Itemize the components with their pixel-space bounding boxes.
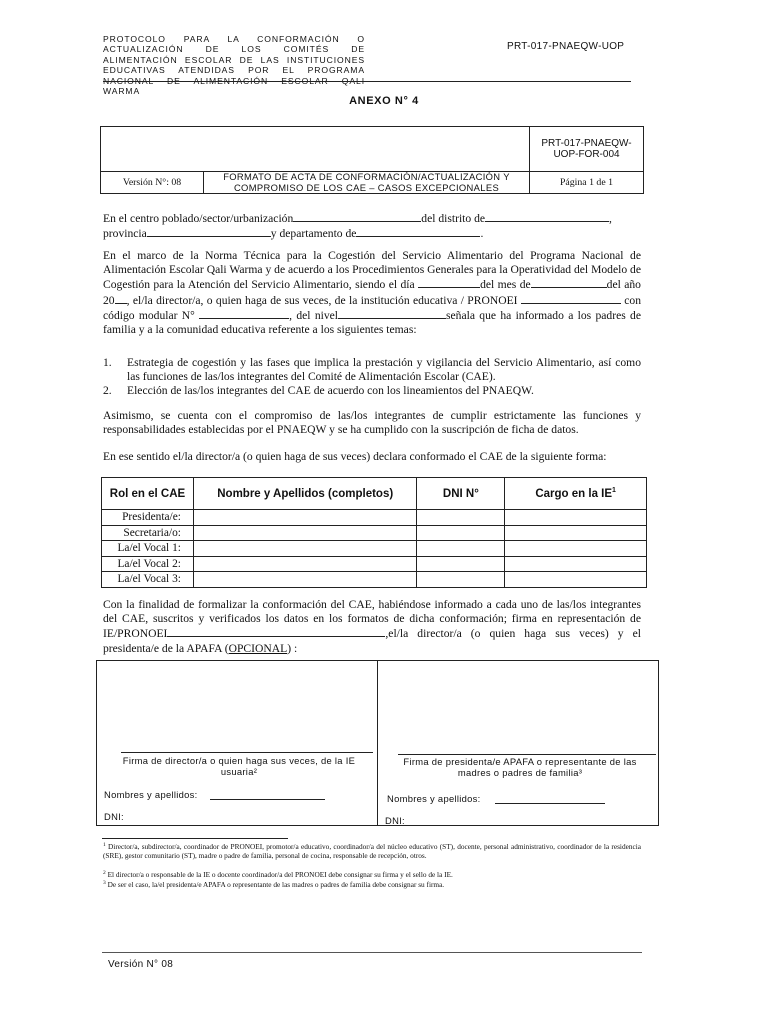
list-item: 1. Estrategia de cogestión y las fases que implica la prestación y vigilancia del Servicio Alimentario, así como las funciones de las/los integrantes del Comité de Alimentación Escolar (CAE). xyxy=(103,356,641,383)
department-field[interactable] xyxy=(356,226,480,237)
apafa-signature-box xyxy=(377,660,659,826)
district-label: del distrito de xyxy=(421,212,486,225)
commitment-paragraph: Asimismo, se cuenta con el compromiso de las/los integrantes de cumplir estrictamente las funciones y responsabilidades establecidas por el PNAEQW y se ha cumplido con la suscripción de ficha de datos. xyxy=(103,409,641,437)
list-item: 2. Elección de las/los integrantes del CAE de acuerdo con los lineamientos del PNAEQW. xyxy=(103,384,534,397)
names-label: Nombres y apellidos: xyxy=(387,793,481,804)
name-header: Nombre y Apellidos (completos) xyxy=(193,478,417,510)
position-cell[interactable] xyxy=(505,572,647,588)
director-signature-box xyxy=(96,660,378,826)
month-field[interactable] xyxy=(531,277,607,288)
position-cell[interactable] xyxy=(505,510,647,526)
formalization-paragraph: Con la finalidad de formalizar la conformación del CAE, habiéndose informado a cada uno de las/los integrantes del CAE, suscritos y verificados los datos en los formatos de dicha conformación; firma en representación de IE/PRONOEI ,el/la director/a (o quien haga sus veces) y el presidenta/e de la APAFA (OPCIONAL) : xyxy=(103,598,641,655)
name-cell[interactable] xyxy=(193,525,417,541)
role-cell: La/el Vocal 3: xyxy=(102,572,194,588)
level-field[interactable] xyxy=(338,308,446,319)
table-row xyxy=(102,510,647,526)
dni-cell[interactable] xyxy=(417,556,505,572)
footnote-1: $^1$ Director/a, subdirector/a, coordinador de PRONOEI, promotor/a educativo, coordinador/a del núcleo educativo (ST), docente, personal administrativo, coordinador de la residencia (SRE), gestor comunitario (ST), madre o padre de familia, personal de cocina, responsable de recepción, otros. xyxy=(103,842,642,861)
apafa-names-field[interactable] xyxy=(495,803,605,804)
footnote-3: $^3$ De ser el caso, la/el presidenta/e APAFA o representante de las madres o padres de familia debe consignar su firma. xyxy=(103,880,445,889)
position-cell[interactable] xyxy=(505,525,647,541)
province-label: provincia xyxy=(103,227,147,241)
dni-cell[interactable] xyxy=(417,572,505,588)
declaration-paragraph: En ese sentido el/la director/a (o quien haga de sus veces) declara conformado el CAE de la siguiente forma: xyxy=(103,450,607,463)
dni-label: DNI: xyxy=(104,811,124,822)
name-cell[interactable] xyxy=(193,556,417,572)
dni-label: DNI: xyxy=(385,815,405,826)
table-row xyxy=(102,556,647,572)
position-header: Cargo en la $IE^1$ xyxy=(505,478,647,510)
annex-title: ANEXO N° 4 xyxy=(349,95,419,107)
optional-label: OPCIONAL xyxy=(228,641,288,655)
day-field[interactable] xyxy=(418,277,480,288)
apafa-signature-caption: Firma de presidenta/e APAFA o representante de las madres o padres de familia³ xyxy=(403,756,637,778)
name-cell[interactable] xyxy=(193,572,417,588)
department-label: y departamento de xyxy=(270,227,357,241)
role-cell: Secretaria/o: xyxy=(102,525,194,541)
director-signature-caption: Firma de director/a o quien haga sus veces, de la IE usuaria² xyxy=(122,755,356,777)
table-row xyxy=(102,525,647,541)
location-paragraph: En el centro poblado/sector/urbanización del distrito de , provincia y departamento de . xyxy=(103,212,612,241)
school-representative-field[interactable] xyxy=(167,626,385,637)
role-cell: La/el Vocal 1: xyxy=(102,541,194,557)
district-field[interactable] xyxy=(485,211,609,222)
position-cell[interactable] xyxy=(505,541,647,557)
province-field[interactable] xyxy=(147,226,271,237)
form-header-table xyxy=(100,126,644,194)
name-cell[interactable] xyxy=(193,541,417,557)
position-cell[interactable] xyxy=(505,556,647,572)
role-cell: La/el Vocal 2: xyxy=(102,556,194,572)
table-row xyxy=(102,572,647,588)
village-field[interactable] xyxy=(293,211,421,222)
names-label: Nombres y apellidos: xyxy=(104,789,198,800)
role-header: Rol en el CAE xyxy=(102,478,194,510)
cae-members-table xyxy=(101,477,647,588)
framework-text: En el marco de la Norma Técnica para la Cogestión del Servicio Alimentario del Programa Nacional de Alimentación Escolar Qali Warma y de acuerdo a los Procedimientos Generales para la Operatividad del Modelo de Cogestión para la Atención del Servicio Alimentario, siendo el día xyxy=(103,249,641,292)
table-row xyxy=(102,541,647,557)
table-header-row xyxy=(102,478,647,510)
form-version: Versión N°: 08 xyxy=(101,171,203,193)
dni-cell[interactable] xyxy=(417,525,505,541)
document-code: PRT-017-PNAEQW-UOP xyxy=(507,41,625,52)
director-names-field[interactable] xyxy=(210,799,325,800)
role-cell: Presidenta/e: xyxy=(102,510,194,526)
signature-line[interactable] xyxy=(121,752,373,753)
signature-line[interactable] xyxy=(398,754,656,755)
form-page-number: Página 1 de 1 xyxy=(529,171,643,193)
dni-cell[interactable] xyxy=(417,541,505,557)
modular-code-field[interactable] xyxy=(199,308,289,319)
location-text: En el centro poblado/sector/urbanización xyxy=(103,212,294,225)
dni-cell[interactable] xyxy=(417,510,505,526)
name-cell[interactable] xyxy=(193,510,417,526)
form-title: FORMATO DE ACTA DE CONFORMACIÓN/ACTUALIZACIÓN Y COMPROMISO DE LOS CAE – CASOS EXCEPCIONALES xyxy=(203,171,529,193)
footer-divider xyxy=(102,952,642,953)
dni-header: DNI N° xyxy=(417,478,505,510)
year-field[interactable] xyxy=(115,293,127,304)
protocol-title: PROTOCOLO PARA LA CONFORMACIÓN O ACTUALIZACIÓN DE LOS COMITÉS DE ALIMENTACIÓN ESCOLAR DE LAS INSTITUCIONES EDUCATIVAS ATENDIDAS POR EL PROGRAMA NACIONAL DE ALIMENTACIÓN ESCOLAR QALI WARMA xyxy=(103,34,365,97)
framework-paragraph: En el marco de la Norma Técnica para la Cogestión del Servicio Alimentario del Programa Nacional de Alimentación Escolar Qali Warma y de acuerdo a los Procedimientos Generales para la Operatividad del Modelo de Cogestión para la Atención del Servicio Alimentario, siendo el día del mes de del año 20 , el/la director/a, o quien haga de sus veces, de la institución educativa / PRONOEI con código modular N° , del nivel señala que ha informado a los padres de familia y a la comunidad educativa referente a los siguientes temas: xyxy=(103,249,641,337)
footer-version: Versión N° 08 xyxy=(108,959,174,970)
header-divider xyxy=(103,81,631,82)
footnote-divider xyxy=(102,838,288,839)
footnote-2: $^2$ El director/a o responsable de la IE o docente coordinador/a del PRONOEI debe consignar su firma y el sello de la IE. xyxy=(103,870,453,879)
school-name-field[interactable] xyxy=(521,293,621,304)
topics-list xyxy=(103,356,641,400)
form-code: PRT-017-PNAEQW-UOP-FOR-004 xyxy=(529,127,643,171)
